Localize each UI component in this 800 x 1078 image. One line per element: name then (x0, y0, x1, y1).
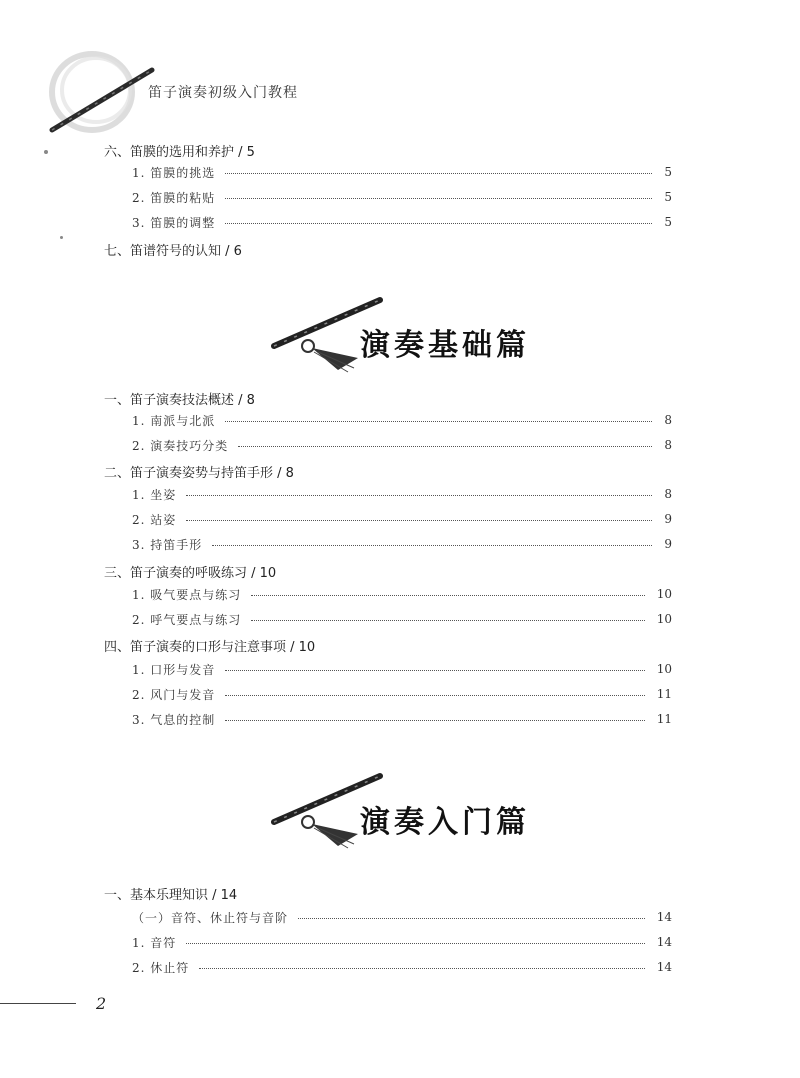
toc-section-heading[interactable]: 二、笛子演奏姿势与持笛手形 / 8 (104, 466, 294, 481)
toc-item[interactable]: 1. 坐姿 8 (132, 487, 672, 502)
book-title: 笛子演奏初级入门教程 (148, 85, 298, 101)
toc-item[interactable]: 2. 呼气要点与练习 10 (132, 612, 672, 627)
toc-item[interactable]: 1. 音符 14 (132, 935, 672, 950)
toc-item[interactable]: 2. 演奏技巧分类 8 (132, 438, 672, 453)
toc-section-heading[interactable]: 一、基本乐理知识 / 14 (104, 888, 238, 903)
toc-item[interactable]: 2. 笛膜的粘贴 5 (132, 190, 672, 205)
part-banner-title: 演奏基础篇 (360, 328, 530, 363)
toc-item[interactable]: 1. 吸气要点与练习 10 (132, 587, 672, 602)
footer-rule (0, 1003, 76, 1004)
toc-section-heading[interactable]: 一、笛子演奏技法概述 / 8 (104, 393, 255, 408)
toc-item[interactable]: 3. 气息的控制 11 (132, 712, 672, 727)
toc-item[interactable]: 1. 口形与发音 10 (132, 662, 672, 677)
toc-section-heading[interactable]: 四、笛子演奏的口形与注意事项 / 10 (104, 640, 316, 655)
toc-item[interactable]: 1. 南派与北派 8 (132, 413, 672, 428)
toc-section-heading[interactable]: 三、笛子演奏的呼吸练习 / 10 (104, 566, 277, 581)
toc-item[interactable]: 3. 持笛手形 9 (132, 537, 672, 552)
toc-item[interactable]: 2. 站姿 9 (132, 512, 672, 527)
toc-item[interactable]: 2. 风门与发音 11 (132, 687, 672, 702)
toc-item[interactable]: 3. 笛膜的调整 5 (132, 215, 672, 230)
decor-dot (44, 150, 48, 154)
toc-section-heading[interactable]: 六、笛膜的选用和养护 / 5 (104, 145, 255, 160)
decor-dot (60, 236, 63, 239)
toc-item[interactable]: 1. 笛膜的挑选 5 (132, 165, 672, 180)
toc-item[interactable]: 2. 休止符 14 (132, 960, 672, 975)
toc-section-heading[interactable]: 七、笛谱符号的认知 / 6 (104, 244, 242, 259)
part-banner-title: 演奏入门篇 (360, 805, 530, 840)
page-number: 2 (96, 994, 107, 1013)
toc-item[interactable]: （一）音符、休止符与音阶 14 (132, 910, 672, 925)
